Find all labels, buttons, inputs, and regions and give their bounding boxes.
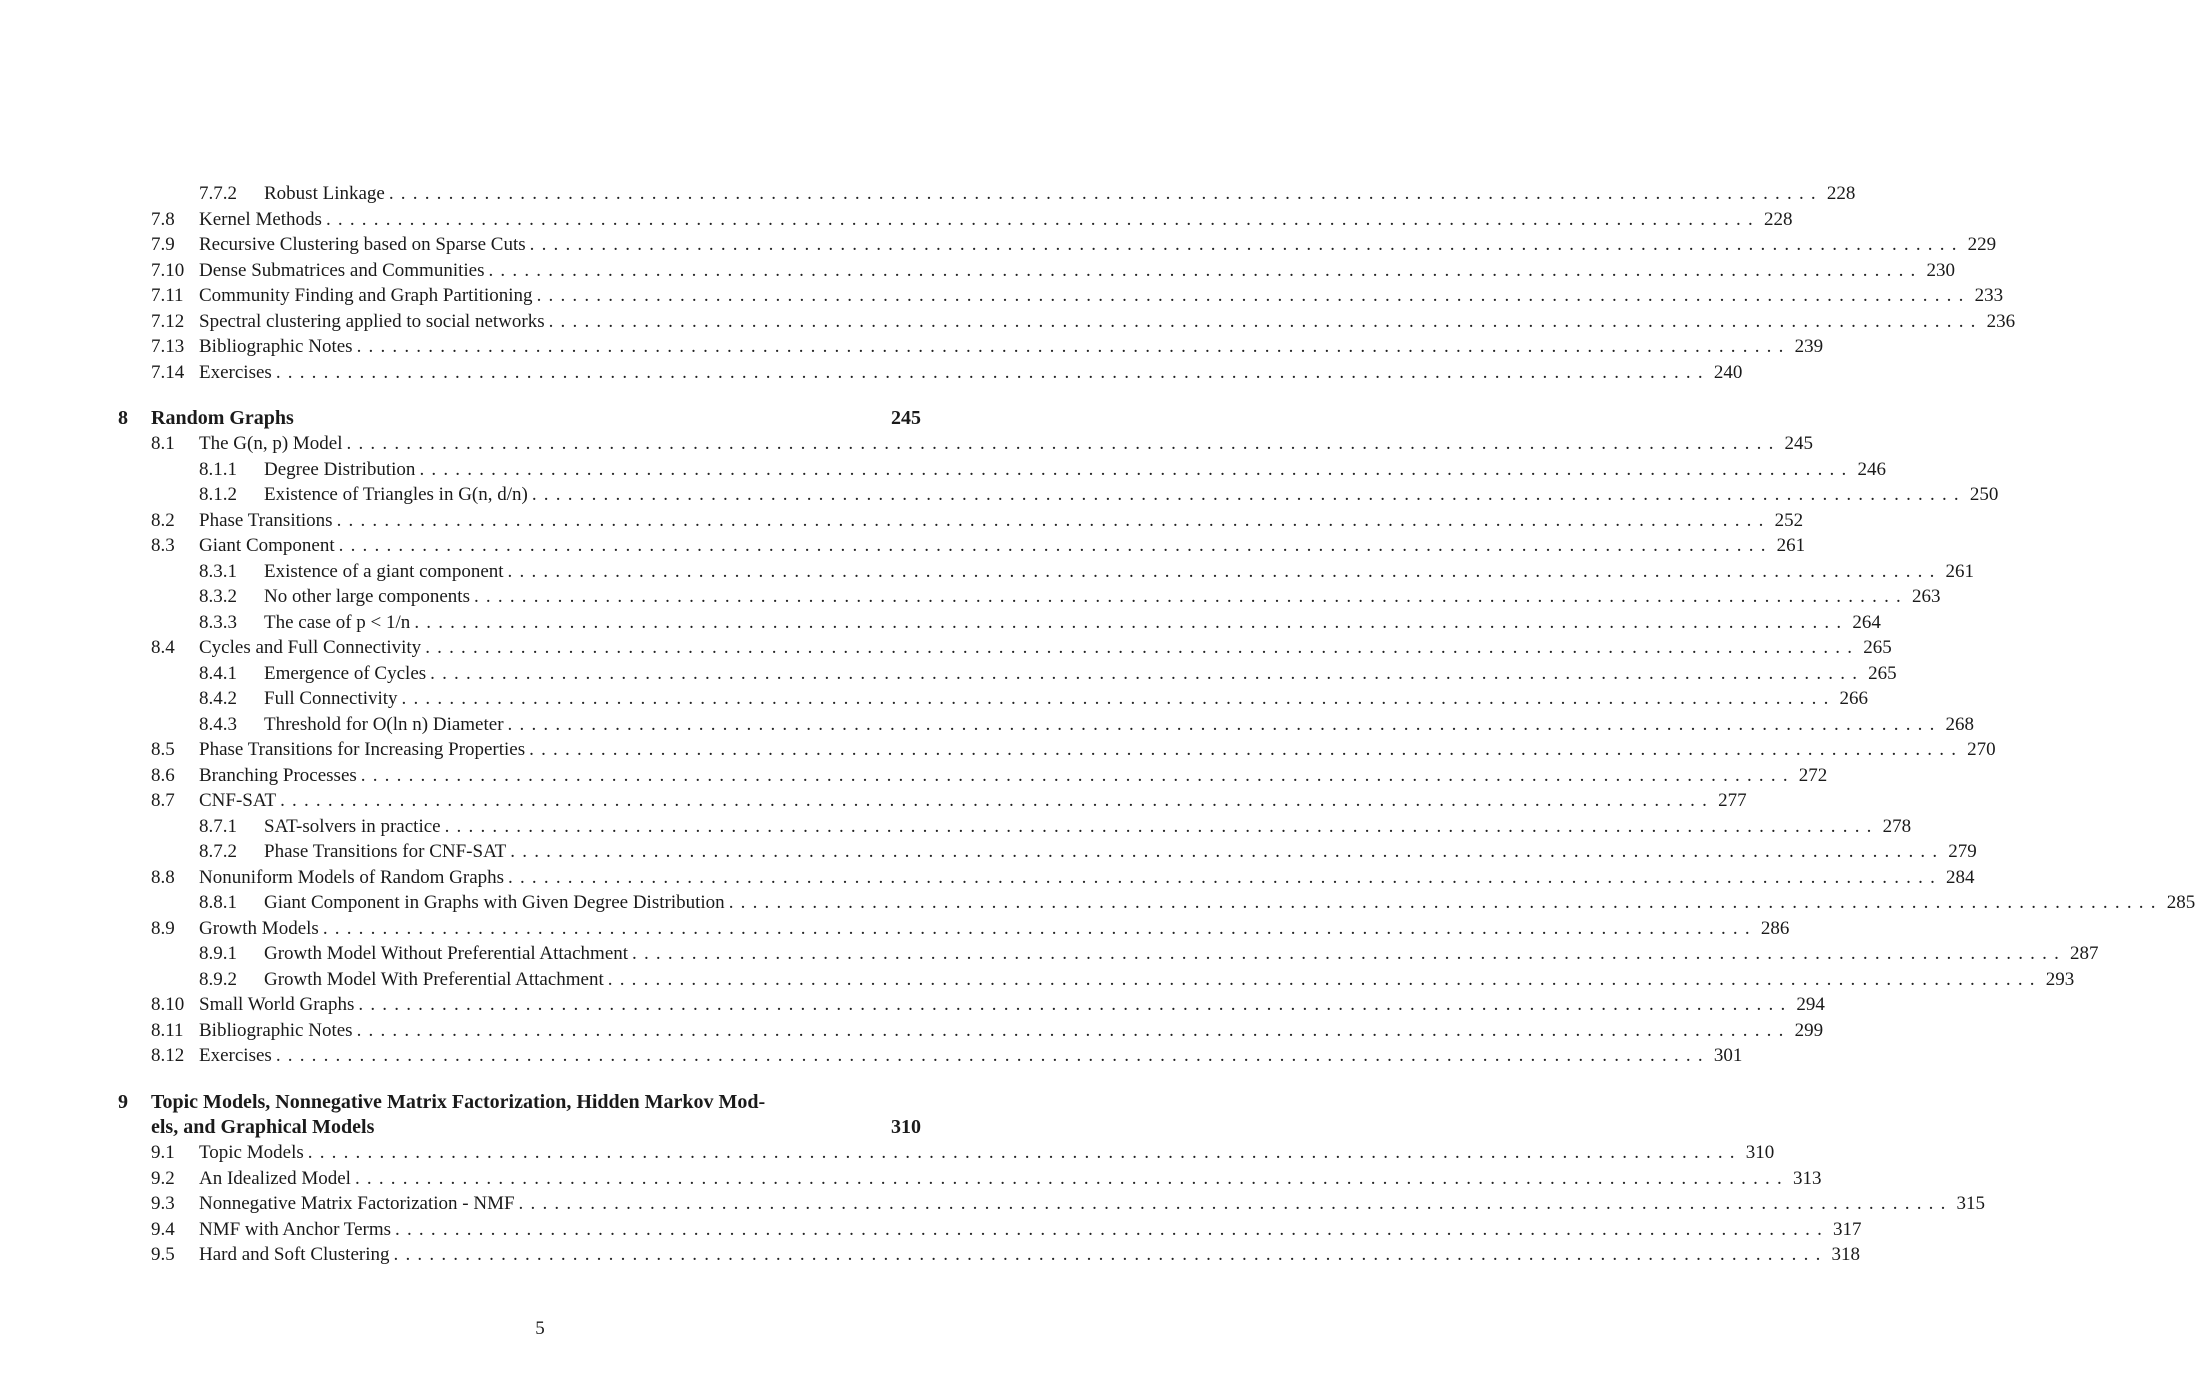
entry-number: 7.8 xyxy=(151,208,175,230)
dot-leader: ........................................................................................................................ xyxy=(632,943,2067,964)
toc-entry[interactable] xyxy=(118,763,1828,789)
entry-number: 8.2 xyxy=(151,509,175,531)
dot-leader: ........................................................................................................................ xyxy=(358,994,1793,1015)
entry-number: 8.9.1 xyxy=(199,943,237,964)
toc-entry[interactable] xyxy=(118,916,1790,942)
entry-number: 7.9 xyxy=(151,234,175,255)
entry-title: Recursive Clustering based on Sparse Cuts xyxy=(199,234,526,255)
toc-entry[interactable] xyxy=(118,181,1856,207)
page-number: 5 xyxy=(535,1318,545,1339)
entry-title: Hard and Soft Clustering xyxy=(199,1244,390,1265)
toc-entry[interactable] xyxy=(118,334,1824,360)
entry-number: 8.4.1 xyxy=(199,662,237,684)
toc-entry[interactable] xyxy=(118,431,1814,457)
toc-entry[interactable] xyxy=(118,559,1975,585)
entry-page: 278 xyxy=(1882,815,1912,837)
entry-number: 7.7.2 xyxy=(199,183,237,204)
dot-leader: ........................................................................................................................ xyxy=(507,560,1942,582)
entry-page: 263 xyxy=(1911,586,1941,607)
dot-leader: ........................................................................................................................ xyxy=(529,234,1964,255)
entry-number: 7.11 xyxy=(151,285,184,306)
entry-title: Existence of a giant component xyxy=(264,560,504,582)
entry-title: Exercises xyxy=(199,1045,272,1066)
dot-leader: ........................................................................................................................ xyxy=(360,764,1795,786)
entry-title: Branching Processes xyxy=(199,764,357,786)
toc-entry[interactable] xyxy=(118,482,1999,508)
dot-leader: ........................................................................................................................ xyxy=(401,688,1836,709)
entry-number: 8.9 xyxy=(151,917,175,939)
table-of-contents xyxy=(118,181,2195,1268)
entry-number: 9.3 xyxy=(151,1193,175,1214)
entry-page: 240 xyxy=(1713,361,1743,383)
chapter-9-heading-line1[interactable] xyxy=(118,1089,921,1115)
dot-leader: ........................................................................................................................ xyxy=(473,586,1908,607)
entry-page: 301 xyxy=(1713,1045,1743,1066)
toc-entry[interactable] xyxy=(118,457,1886,483)
toc-entry[interactable] xyxy=(118,1191,1986,1217)
toc-entry[interactable] xyxy=(118,610,1881,636)
entry-page: 233 xyxy=(1974,285,2004,306)
entry-title: Giant Component xyxy=(199,535,335,556)
entry-title: Growth Model Without Preferential Attachment xyxy=(264,943,629,964)
entry-number: 8.6 xyxy=(151,764,175,786)
toc-entry[interactable] xyxy=(118,508,1804,534)
dot-leader: ........................................................................................................................ xyxy=(414,611,1849,633)
entry-title: Spectral clustering applied to social networks xyxy=(199,310,545,332)
entry-page: 246 xyxy=(1857,458,1886,480)
entry-title: Threshold for O(ln n) Diameter xyxy=(264,713,504,735)
dot-leader: ........................................................................................................................ xyxy=(356,336,1791,357)
entry-title: Exercises xyxy=(199,361,272,383)
entry-page: 272 xyxy=(1798,764,1828,786)
dot-leader: ........................................................................................................................ xyxy=(536,285,1971,306)
entry-page: 265 xyxy=(1868,662,1897,684)
entry-number: 8.4.2 xyxy=(199,688,237,709)
entry-number: 8.1.1 xyxy=(199,458,237,480)
toc-entry[interactable] xyxy=(118,1140,1775,1166)
entry-number: 8.4.3 xyxy=(199,713,237,735)
entry-page: 239 xyxy=(1794,336,1824,357)
entry-number: 8.12 xyxy=(151,1045,185,1066)
toc-entry[interactable] xyxy=(118,1217,1862,1243)
entry-number: 8.1.2 xyxy=(199,484,237,505)
entry-page: 266 xyxy=(1839,688,1869,709)
toc-entry[interactable] xyxy=(118,814,1912,840)
entry-page: 245 xyxy=(1784,433,1814,454)
dot-leader: ........................................................................................................................ xyxy=(507,713,1942,735)
dot-leader: ........................................................................................................................ xyxy=(307,1142,1742,1163)
dot-leader: ........................................................................................................................ xyxy=(425,637,1860,658)
dot-leader: ........................................................................................................................ xyxy=(607,968,2042,990)
dot-leader: ........................................................................................................................ xyxy=(518,1193,1953,1214)
dot-leader: ........................................................................................................................ xyxy=(531,484,1966,505)
entry-number: 8.11 xyxy=(151,1019,184,1041)
entry-page: 252 xyxy=(1774,509,1804,531)
entry-page: 270 xyxy=(1967,739,1996,760)
entry-page: 318 xyxy=(1831,1244,1861,1265)
entry-page: 265 xyxy=(1863,637,1892,658)
toc-entry[interactable] xyxy=(118,533,1806,559)
entry-title: The case of p < 1/n xyxy=(264,611,411,633)
toc-entry[interactable] xyxy=(118,967,2075,993)
entry-page: 284 xyxy=(1946,866,1975,888)
entry-title: Small World Graphs xyxy=(199,994,355,1015)
entry-title: Dense Submatrices and Communities xyxy=(199,259,485,281)
entry-number: 8.3 xyxy=(151,535,175,556)
dot-leader: ........................................................................................................................ xyxy=(388,183,1823,204)
toc-entry[interactable] xyxy=(118,941,2099,967)
entry-page: 236 xyxy=(1986,310,2016,332)
entry-number: 8.7 xyxy=(151,790,175,811)
toc-entry[interactable] xyxy=(118,1166,1822,1192)
entry-number: 9.2 xyxy=(151,1167,175,1189)
toc-entry[interactable] xyxy=(118,686,1869,712)
entry-title: Topic Models xyxy=(199,1142,304,1163)
entry-title: Degree Distribution xyxy=(264,458,416,480)
entry-page: 277 xyxy=(1718,790,1747,811)
toc-entry[interactable] xyxy=(118,712,1975,738)
toc-entry[interactable] xyxy=(118,661,1897,687)
entry-number: 8.3.3 xyxy=(199,611,237,633)
chapter-number: 9 xyxy=(118,1090,128,1113)
entry-number: 8.3.1 xyxy=(199,560,237,582)
entry-title: NMF with Anchor Terms xyxy=(199,1218,392,1240)
entry-title: Phase Transitions for CNF-SAT xyxy=(264,841,507,862)
entry-title: Kernel Methods xyxy=(199,208,322,230)
entry-page: 317 xyxy=(1833,1218,1862,1240)
entry-page: 230 xyxy=(1926,259,1955,281)
entry-number: 8.9.2 xyxy=(199,968,237,990)
entry-title: Phase Transitions xyxy=(199,509,333,531)
chapter-title: Random Graphs xyxy=(151,407,294,429)
entry-title: Emergence of Cycles xyxy=(264,662,427,684)
dot-leader: ........................................................................................................................ xyxy=(548,310,1983,332)
entry-title: SAT-solvers in practice xyxy=(264,815,441,837)
dot-leader: ........................................................................................................................ xyxy=(728,892,2163,913)
dot-leader: ........................................................................................................................ xyxy=(346,433,1781,454)
entry-number: 8.7.1 xyxy=(199,815,237,837)
entry-number: 9.5 xyxy=(151,1244,175,1265)
toc-entry[interactable] xyxy=(118,737,1996,763)
toc-entry[interactable] xyxy=(118,584,1941,610)
entry-title: Growth Models xyxy=(199,917,319,939)
entry-number: 8.10 xyxy=(151,994,185,1015)
entry-title: Community Finding and Graph Partitioning xyxy=(199,285,533,306)
toc-entry[interactable] xyxy=(118,1242,1861,1268)
entry-number: 8.3.2 xyxy=(199,586,237,607)
chapter-9-heading-line2[interactable] xyxy=(118,1115,921,1141)
entry-page: 250 xyxy=(1969,484,1999,505)
toc-entry[interactable] xyxy=(118,992,1825,1018)
entry-number: 9.1 xyxy=(151,1142,175,1163)
entry-page: 228 xyxy=(1826,183,1856,204)
dot-leader: ........................................................................................................................ xyxy=(419,458,1854,480)
entry-title: Giant Component in Graphs with Given Degree Distribution xyxy=(264,892,725,913)
entry-page: 228 xyxy=(1763,208,1793,230)
entry-page: 299 xyxy=(1794,1019,1824,1041)
entry-number: 9.4 xyxy=(151,1218,175,1240)
toc-entry[interactable] xyxy=(118,232,1997,258)
dot-leader: ........................................................................................................................ xyxy=(338,535,1773,556)
entry-page: 310 xyxy=(1745,1142,1775,1163)
dot-leader: ........................................................................................................................ xyxy=(393,1244,1828,1265)
entry-page: 261 xyxy=(1945,560,1975,582)
dot-leader: ........................................................................................................................ xyxy=(275,1045,1710,1066)
dot-leader: ........................................................................................................................ xyxy=(325,208,1760,230)
dot-leader: ........................................................................................................................ xyxy=(275,361,1710,383)
entry-title: An Idealized Model xyxy=(199,1167,351,1189)
entry-title: Nonuniform Models of Random Graphs xyxy=(199,866,505,888)
entry-page: 293 xyxy=(2045,968,2075,990)
entry-title: Robust Linkage xyxy=(264,183,385,204)
entry-page: 229 xyxy=(1967,234,1997,255)
toc-entry[interactable] xyxy=(118,865,1975,891)
entry-title: Nonnegative Matrix Factorization - NMF xyxy=(199,1193,515,1214)
dot-leader: ........................................................................................................................ xyxy=(508,866,1943,888)
toc-entry[interactable] xyxy=(118,207,1793,233)
entry-page: 286 xyxy=(1760,917,1790,939)
entry-title: Existence of Triangles in G(n, d/n) xyxy=(264,484,528,505)
toc-entry[interactable] xyxy=(118,1043,1743,1069)
toc-entry[interactable] xyxy=(118,258,1955,284)
dot-leader: ........................................................................................................................ xyxy=(430,662,1865,684)
entry-number: 8.8.1 xyxy=(199,892,237,913)
toc-entry[interactable] xyxy=(118,635,1892,661)
dot-leader: ........................................................................................................................ xyxy=(395,1218,1830,1240)
dot-leader: ........................................................................................................................ xyxy=(444,815,1879,837)
entry-page: 285 xyxy=(2166,892,2195,913)
entry-number: 8.4 xyxy=(151,637,175,658)
entry-title: Bibliographic Notes xyxy=(199,1019,353,1041)
entry-number: 7.14 xyxy=(151,361,185,383)
dot-leader: ........................................................................................................................ xyxy=(510,841,1945,862)
toc-entry[interactable] xyxy=(118,283,2004,309)
toc-entry[interactable] xyxy=(118,1018,1824,1044)
chapter-page: 245 xyxy=(891,407,921,429)
chapter-9-entries xyxy=(118,1140,1986,1268)
toc-entry[interactable] xyxy=(118,309,2016,335)
toc-entry[interactable] xyxy=(118,890,2195,916)
chapter-title-line2: els, and Graphical Models xyxy=(151,1115,375,1138)
chapter-page: 310 xyxy=(891,1115,921,1138)
dot-leader: ........................................................................................................................ xyxy=(488,259,1923,281)
entry-number: 8.5 xyxy=(151,739,175,760)
entry-page: 315 xyxy=(1956,1193,1986,1214)
entry-number: 8.8 xyxy=(151,866,175,888)
chapter-7-tail xyxy=(118,181,2016,385)
dot-leader: ........................................................................................................................ xyxy=(529,739,1964,760)
chapter-title-line1: Topic Models, Nonnegative Matrix Factorization, Hidden Markov Mod- xyxy=(151,1090,766,1113)
entry-number: 7.10 xyxy=(151,259,185,281)
entry-page: 261 xyxy=(1776,535,1806,556)
entry-page: 264 xyxy=(1852,611,1881,633)
toc-entry[interactable] xyxy=(118,360,1743,386)
entry-number: 8.1 xyxy=(151,433,175,454)
dot-leader: ........................................................................................................................ xyxy=(354,1167,1789,1189)
entry-title: Phase Transitions for Increasing Properties xyxy=(199,739,526,760)
entry-number: 8.7.2 xyxy=(199,841,237,862)
entry-title: Growth Model With Preferential Attachment xyxy=(264,968,604,990)
entry-title: Full Connectivity xyxy=(264,688,398,709)
entry-page: 279 xyxy=(1948,841,1977,862)
entry-title: Bibliographic Notes xyxy=(199,336,353,357)
dot-leader: ........................................................................................................................ xyxy=(280,790,1715,811)
toc-entry[interactable] xyxy=(118,839,1977,865)
entry-number: 7.12 xyxy=(151,310,185,332)
entry-title: The G(n, p) Model xyxy=(199,433,343,454)
chapter-8-heading[interactable] xyxy=(118,405,921,431)
chapter-8-entries xyxy=(118,431,2195,1069)
dot-leader: ........................................................................................................................ xyxy=(356,1019,1791,1041)
entry-title: No other large components xyxy=(264,586,470,607)
entry-title: Cycles and Full Connectivity xyxy=(199,637,422,658)
entry-page: 294 xyxy=(1796,994,1825,1015)
entry-number: 7.13 xyxy=(151,336,185,357)
dot-leader: ........................................................................................................................ xyxy=(322,917,1757,939)
entry-title: CNF-SAT xyxy=(199,790,277,811)
chapter-number: 8 xyxy=(118,407,128,429)
entry-page: 313 xyxy=(1792,1167,1822,1189)
toc-entry[interactable] xyxy=(118,788,1747,814)
dot-leader: ........................................................................................................................ xyxy=(336,509,1771,531)
entry-page: 287 xyxy=(2070,943,2099,964)
entry-page: 268 xyxy=(1945,713,1975,735)
